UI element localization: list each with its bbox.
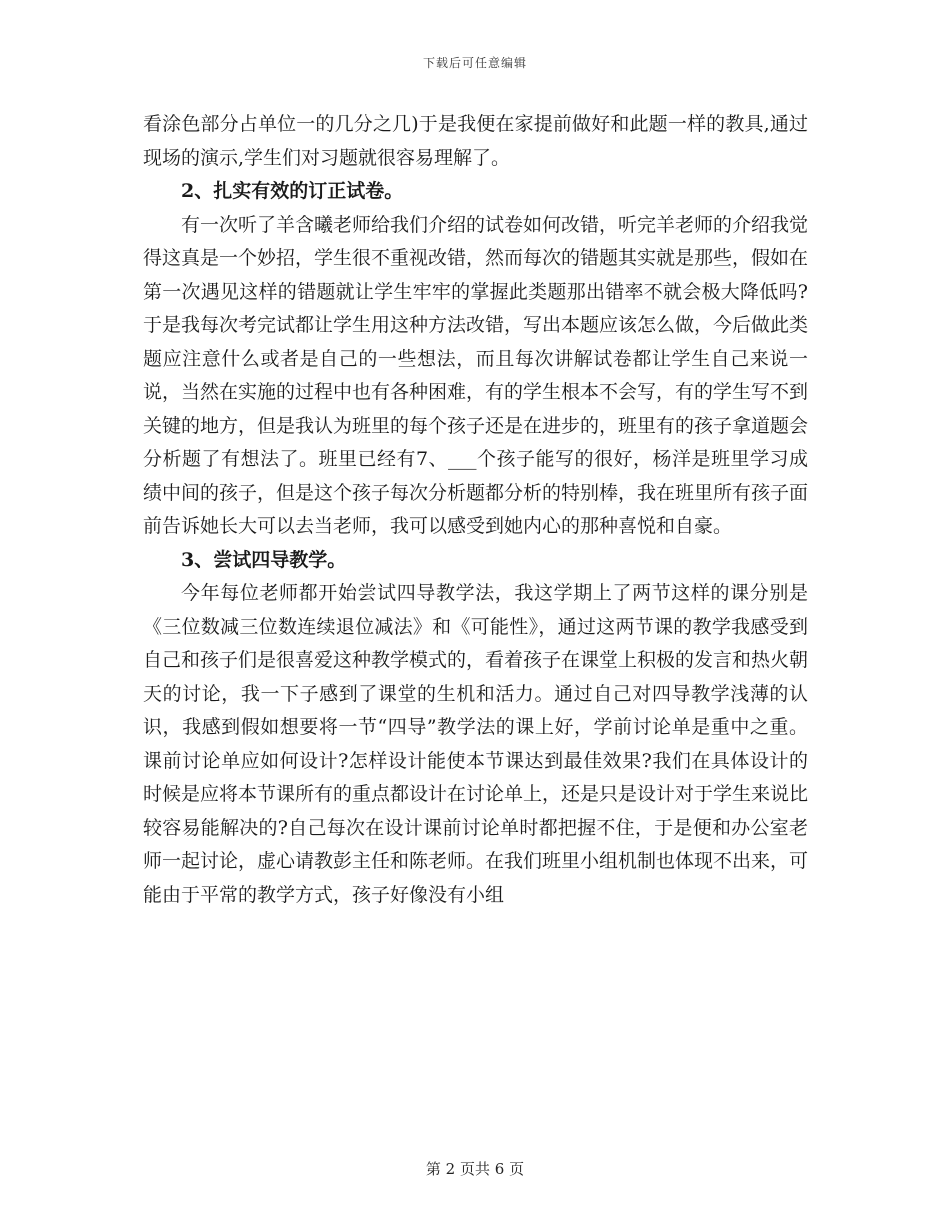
paragraph-2: 有一次听了羊含曦老师给我们介绍的试卷如何改错，听完羊老师的介绍我觉得这真是一个妙招，学生很不重视改错，然而每次的错题其实就是那些，假如在第一次遇见这样的错题就让学生牢牢的掌握此类题那出错率不就会极大降低吗?于是我每次考完试都让学生用这种方法改错，写出本题应该怎么做，今后做此类题应注意什么或者是自己的一些想法，而且每次讲解试卷都让学生自己来说一说，当然在实施的过程中也有各种困难，有的学生根本不会写，有的学生写不到关键的地方，但是我认为班里的每个孩子还是在进步的，班里有的孩子拿道题会分析题了有想法了。班里已经有7、___个孩子能写的很好，杨洋是班里学习成绩中间的孩子，但是这个孩子每次分析题都分析的特别棒，我在班里所有孩子面前告诉她长大可以去当老师，我可以感受到她内心的那种喜悦和自豪。 (143, 213, 809, 537)
paragraph-1: 看涂色部分占单位一的几分之几)于是我便在家提前做好和此题一样的教具,通过现场的演示,学生们对习题就很容易理解了。 (143, 113, 808, 169)
section-heading-3: 3、尝试四导教学。 (181, 548, 347, 571)
section-heading-2: 2、扎实有效的订正试卷。 (181, 180, 404, 202)
document-body (143, 108, 808, 912)
page-number: 第 2 页共 6 页 (425, 1160, 525, 1178)
paragraph-3: 今年每位老师都开始尝试四导教学法，我这学期上了两节这样的课分别是《三位数减三位数连续退位减法》和《可能性》，通过这两节课的教学我感受到自己和孩子们是很喜爱这种教学模式的，看着孩子在课堂上积极的发言和热火朝天的讨论，我一下子感到了课堂的生机和活力。通过自己对四导教学浅薄的认识，我感到假如想要将一节“四导”教学法的课上好，学前讨论单是重中之重。课前讨论单应如何设计?怎样设计能使本节课达到最佳效果?我们在具体设计的时候是应将本节课所有的重点都设计在讨论单上，还是只是设计对于学生来说比较容易能解决的?自己每次在设计课前讨论单时都把握不住，于是便和办公室老师一起讨论，虚心请教彭主任和陈老师。在我们班里小组机制也体现不出来，可能由于平常的教学方式，孩子好像没有小组 (143, 582, 809, 906)
page-header: 下载后可任意编辑 (422, 56, 527, 70)
